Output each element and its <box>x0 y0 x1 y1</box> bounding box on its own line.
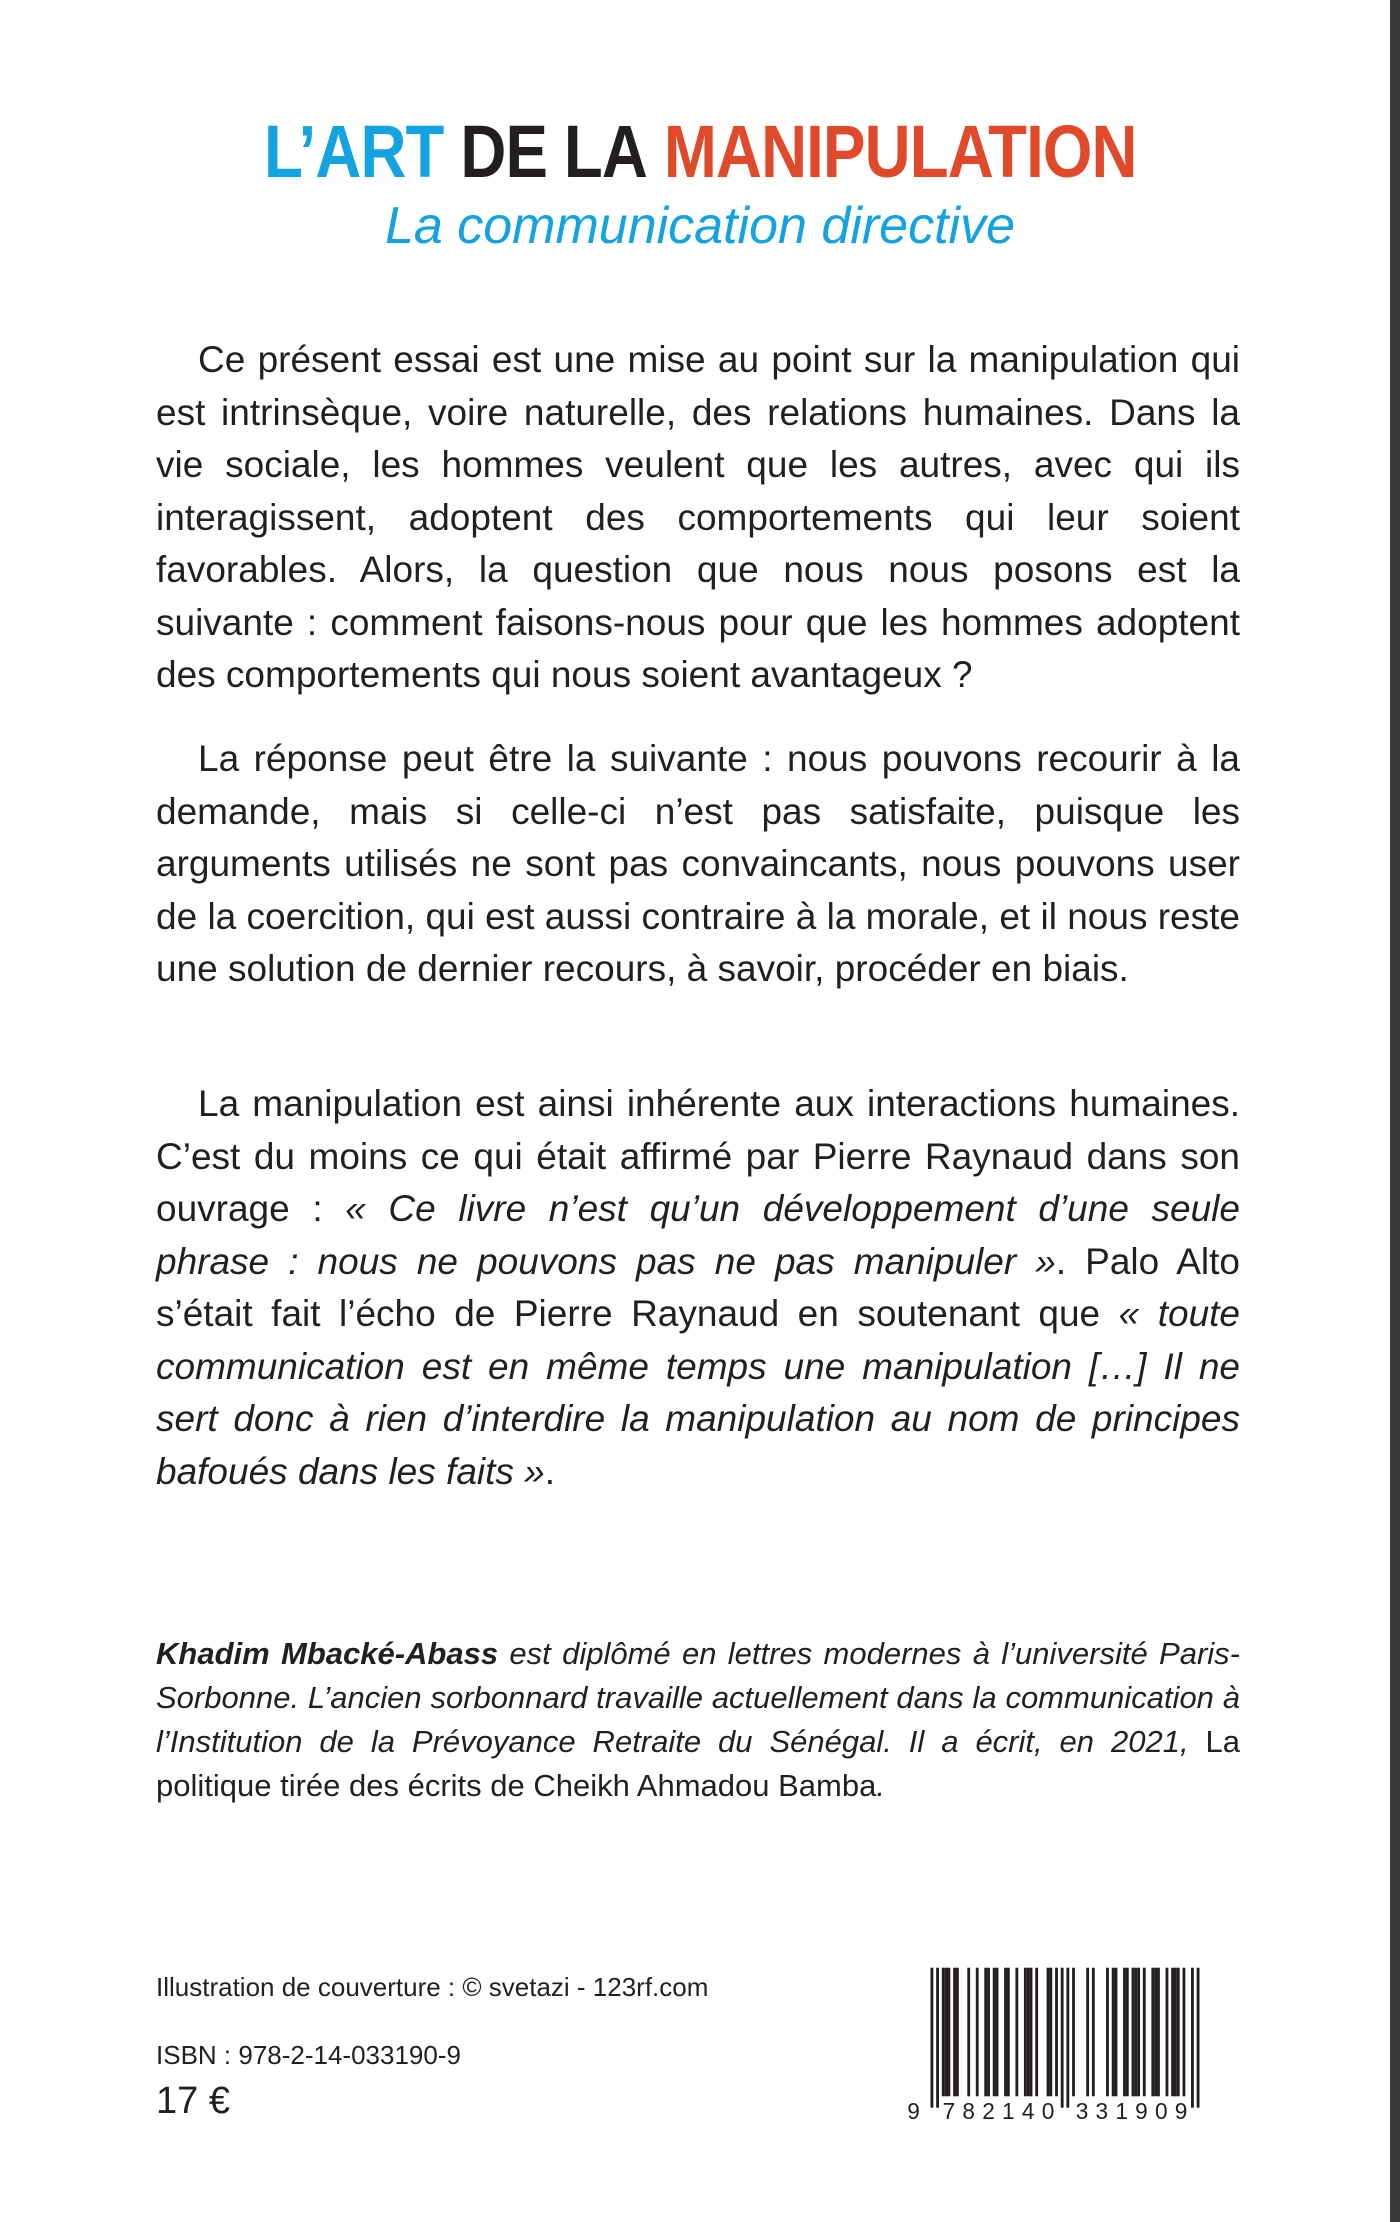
barcode-bar <box>1177 1968 1180 2097</box>
barcode-bar <box>947 1968 950 2097</box>
barcode-digit: 9 <box>907 2098 920 2122</box>
barcode-digit: 1 <box>1002 2098 1015 2122</box>
barcode-bar <box>1027 1968 1030 2097</box>
barcode-bar <box>1049 1968 1052 2097</box>
barcode-bar <box>930 1968 933 2108</box>
author-bio <box>156 1632 1240 1808</box>
barcode-bar <box>1123 1968 1126 2097</box>
quote-raynaud: « Ce livre n’est qu’un développement d’une seule phrase : nous ne pouvons pas ne pas manipuler » <box>156 1188 1240 1282</box>
previous-book-title: La politique tirée des écrits de Cheikh Ahmadou Bamba <box>156 1724 1240 1803</box>
barcode-bar <box>1055 1968 1058 2097</box>
barcode-bar <box>967 1968 970 2097</box>
barcode-bar <box>984 1968 987 2097</box>
barcode-digit: 8 <box>962 2098 976 2122</box>
barcode-bar <box>1092 1968 1095 2097</box>
barcode-bar <box>1126 1968 1129 2097</box>
barcode-bar <box>1157 1968 1160 2097</box>
barcode-bar <box>945 1968 948 2097</box>
barcode-bar <box>1086 1968 1089 2097</box>
barcode-bar <box>996 1968 999 2097</box>
barcode-bar <box>1061 1968 1064 2108</box>
author-name: Khadim Mbacké-Abass <box>156 1636 499 1671</box>
barcode-digit: 9 <box>1135 2098 1148 2122</box>
barcode-bar <box>1106 1968 1109 2097</box>
illustration-credit: Illustration de couverture : © svetazi - 123rf.com <box>156 1972 709 2002</box>
barcode-bar <box>1143 1968 1146 2097</box>
barcode-bar <box>1024 1968 1027 2097</box>
barcode-bar <box>942 1968 945 2097</box>
barcode-bar <box>1137 1968 1140 2097</box>
paragraph-text: Ce présent essai est une mise au point sur la manipulation qui est intrinsèque, voire naturelle, des relations humaines. Dans la vie sociale, les hommes veulent que les autres, avec qui ils interagissent, adoptent des comportements qui leur soient favorables. Alors, la question que nous nous posons est la suivante : comment faisons-nous pour que les hommes adoptent des comportements qui nous soient avantageux ? <box>156 339 1240 695</box>
barcode-bar <box>1174 1968 1177 2097</box>
barcode-bar <box>953 1968 956 2097</box>
barcode-bar <box>1197 1968 1200 2108</box>
price: 17 € <box>156 2080 230 2122</box>
barcode-bar <box>1191 1968 1194 2108</box>
paragraph-text: La manipulation est ainsi inhérente aux interactions humaines. C’est du moins ce qui était affirmé par Pierre Raynaud dans son ouvrage : <box>156 1083 1240 1229</box>
barcode-bar <box>1154 1968 1157 2097</box>
barcode-bar <box>1132 1968 1135 2097</box>
barcode-bar <box>987 1968 990 2097</box>
summary-paragraph-2 <box>156 733 1240 996</box>
title-part-1: L’ART <box>263 110 444 193</box>
barcode-digit: 4 <box>1021 2098 1035 2122</box>
paragraph-text: La réponse peut être la suivante : nous pouvons recourir à la demande, mais si celle-ci n’est pas satisfaite, puisque les arguments utilisés ne sont pas convaincants, nous pouvons user de la coercition, qui est aussi contraire à la morale, et il nous reste une solution de dernier recours, à savoir, procéder en biais. <box>156 738 1240 989</box>
barcode-bar <box>1066 1968 1069 2108</box>
barcode-bar <box>1134 1968 1137 2097</box>
barcode-bar <box>1112 1968 1115 2097</box>
barcode-digit: 0 <box>1041 2098 1055 2122</box>
barcode-digit: 3 <box>1095 2098 1109 2122</box>
barcode-digit: 2 <box>982 2098 995 2122</box>
quote-palo-alto: « toute communication est en même temps une manipulation […] Il ne sert donc à rien d’interdire la manipulation au nom de principes bafoués dans les faits » <box>156 1293 1241 1492</box>
bio-end: . <box>876 1768 885 1803</box>
barcode-bar <box>1004 1968 1007 2097</box>
summary-paragraph-1 <box>156 334 1240 702</box>
barcode-bar <box>1183 1968 1186 2097</box>
barcode-digit: 3 <box>1075 2098 1089 2122</box>
barcode-bar <box>1007 1968 1010 2097</box>
paragraph-text: . Palo Alto s’était fait l’écho de Pierre Raynaud en soutenant que <box>156 1240 1240 1334</box>
book-subtitle: La communication directive <box>384 197 1016 255</box>
barcode-bar <box>936 1968 939 2108</box>
title-part-2: DE LA <box>460 110 647 193</box>
isbn: ISBN : 978-2-14-033190-9 <box>156 2040 461 2070</box>
book-title <box>0 112 1400 192</box>
barcode-digit: 9 <box>1174 2098 1188 2122</box>
barcode-digit: 1 <box>1115 2098 1128 2122</box>
barcode-bar <box>1171 1968 1174 2097</box>
title-part-3: MANIPULATION <box>663 110 1137 193</box>
barcode-digit: 0 <box>1154 2098 1168 2122</box>
barcode-bar <box>1115 1968 1118 2097</box>
barcode-bar <box>1166 1968 1169 2097</box>
spine-edge <box>1390 0 1400 2222</box>
barcode-digit: 7 <box>942 2098 956 2122</box>
barcode-bar <box>1035 1968 1038 2097</box>
summary-paragraph-3 <box>156 1078 1240 1498</box>
barcode-bar <box>956 1968 959 2097</box>
barcode-bar <box>1047 1968 1050 2097</box>
barcode-bar <box>1151 1968 1154 2097</box>
barcode-bar <box>976 1968 979 2097</box>
paragraph-text: . <box>544 1450 556 1492</box>
barcode-bar <box>1030 1968 1033 2097</box>
barcode <box>905 1962 1225 2122</box>
barcode-bar <box>993 1968 996 2097</box>
bio-text: est diplômé en lettres modernes à l’université Paris-Sorbonne. L’ancien sorbonnard travaille actuellement dans la communication à l’Institution de la Prévoyance Retraite du Sénégal. Il a écrit, en 2021, <box>156 1636 1240 1759</box>
barcode-bar <box>1072 1968 1075 2097</box>
barcode-bar <box>1015 1968 1018 2097</box>
